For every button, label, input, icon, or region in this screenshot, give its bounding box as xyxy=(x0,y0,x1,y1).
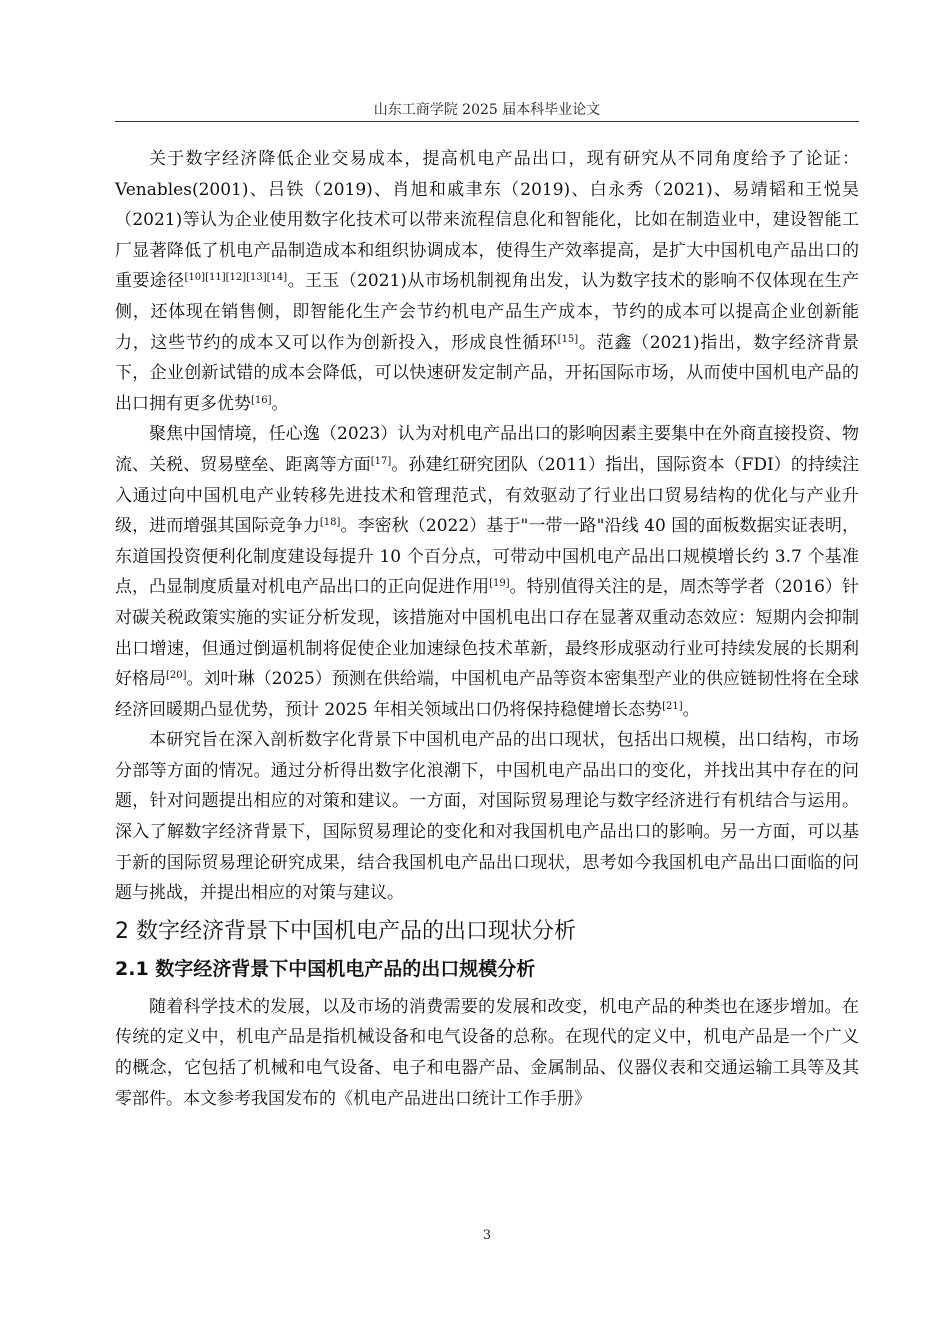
citation: [18] xyxy=(319,517,341,529)
citation: [10][11][12][13][14] xyxy=(184,272,288,284)
paragraph-text: 。王玉（2021)从市场机制视角出发，认为数字技术的影响不仅体现在生产侧，还体现在销售侧，即智能化生产会节约机电产品生产成本，节约的成本可以提高企业创新能力，这些节约的成本又可以作为创新投入，形成良性循环 xyxy=(115,271,859,353)
paragraph-literature-review xyxy=(115,144,859,419)
subsection-heading: 2.1 数字经济背景下中国机电产品的出口规模分析 xyxy=(115,957,536,980)
paragraph-research-purpose xyxy=(115,725,859,909)
paragraph-text: 。 xyxy=(682,699,700,720)
page-number: 3 xyxy=(482,1228,492,1243)
paragraph-text: 聚焦中国情境，任心逸（2023）认为对机电产品出口的影响因素主要集中在外商直接投资、物流、关税、贸易壁垒、距离等方面 xyxy=(115,424,859,475)
citation: [21] xyxy=(662,700,683,712)
paragraph-text: 本研究旨在深入剖析数字化背景下中国机电产品的出口现状，包括出口规模，出口结构，市场分部等方面的情况。通过分析得出数字化浪潮下，中国机电产品出口的变化，并找出其中存在的问题，针对问题提出相应的对策和建议。一方面，对国际贸易理论与数字经济进行有机结合与运用。深入了解数字经济背景下，国际贸易理论的变化和对我国机电产品出口的影响。另一方面，可以基于新的国际贸易理论研究成果，结合我国机电产品出口现状，思考如今我国机电产品出口面临的问题与挑战，并提出相应的对策与建议。 xyxy=(115,730,859,904)
page-content xyxy=(115,144,859,1114)
header-rule xyxy=(115,121,859,122)
paragraph-text: 随着科学技术的发展，以及市场的消费需要的发展和改变，机电产品的种类也在逐步增加。在传统的定义中，机电产品是指机械设备和电气设备的总称。在现代的定义中，机电产品是一个广义的概念，它包括了机械和电气设备、电子和电器产品、金属制品、仪器仪表和交通运输工具等及其零部件。本文参考我国发布的《机电产品进出口统计工作手册》 xyxy=(115,996,859,1109)
citation: [15] xyxy=(557,333,579,345)
paragraphs xyxy=(115,144,859,909)
citation: [19] xyxy=(489,578,510,590)
running-header: 山东工商学院 2025 届本科毕业论文 xyxy=(373,102,601,118)
paragraph-text: 。孙建红研究团队（2011）指出，国际资本（FDI）的持续注入通过向中国机电产业转移先进技术和管理范式，有效驱动了行业出口贸易结构的优化与产业升级，进而增强其国际竞争力 xyxy=(115,454,860,537)
paragraph-text: 。刘叶琳（2025）预测在供给端，中国机电产品等资本密集型产业的供应链韧性将在全球经济回暖期凸显优势，预计 2025 年相关领域出口仍将保持稳健增长态势 xyxy=(115,669,859,720)
citation: [17] xyxy=(370,455,392,467)
paragraph-text: 关于数字经济降低企业交易成本，提高机电产品出口，现有研究从不同角度给予了论证：Venables(2001)、吕铁（2019)、肖旭和戚聿东（2019)、白永秀（2021)、易靖韬和王悦昊（2021)等认为企业使用数字化技术可以带来流程信息化和智能化，比如在制造业中，建设智能工厂显著降低了机电产品制造成本和组织协调成本，使得生产效率提高，是扩大中国机电产品出口的重要途径 xyxy=(115,149,859,292)
paragraph-text: 。特别值得关注的是，周杰等学者（2016）针对碳关税政策实施的实证分析发现，该措施对中国机电出口存在显著双重动态效应：短期内会抑制出口增速，但通过倒逼机制将促使企业加速绿色技术革新，最终形成驱动行业可持续发展的长期利好格局 xyxy=(115,577,859,690)
paragraph-text: 。李密秋（2022）基于"一带一路"沿线 40 国的面板数据实证表明，东道国投资便利化制度建设每提升 10 个百分点，可带动中国机电产品出口规模增长约 3.7 个基准点，凸显制度质量对机电产品出口的正向促进作用 xyxy=(115,516,860,598)
paragraph-china-context xyxy=(115,419,859,725)
paragraph-product-definition xyxy=(115,992,859,1114)
paragraph-text: 。 xyxy=(271,393,289,414)
citation: [16] xyxy=(251,394,272,406)
paragraph-text: 。范鑫（2021)指出，数字经济背景下，企业创新试错的成本会降低，可以快速研发定制产品，开拓国际市场，从而使中国机电产品的出口拥有更多优势 xyxy=(115,332,859,414)
section-heading: 2 数字经济背景下中国机电产品的出口现状分析 xyxy=(115,918,576,944)
citation: [20] xyxy=(166,670,187,682)
